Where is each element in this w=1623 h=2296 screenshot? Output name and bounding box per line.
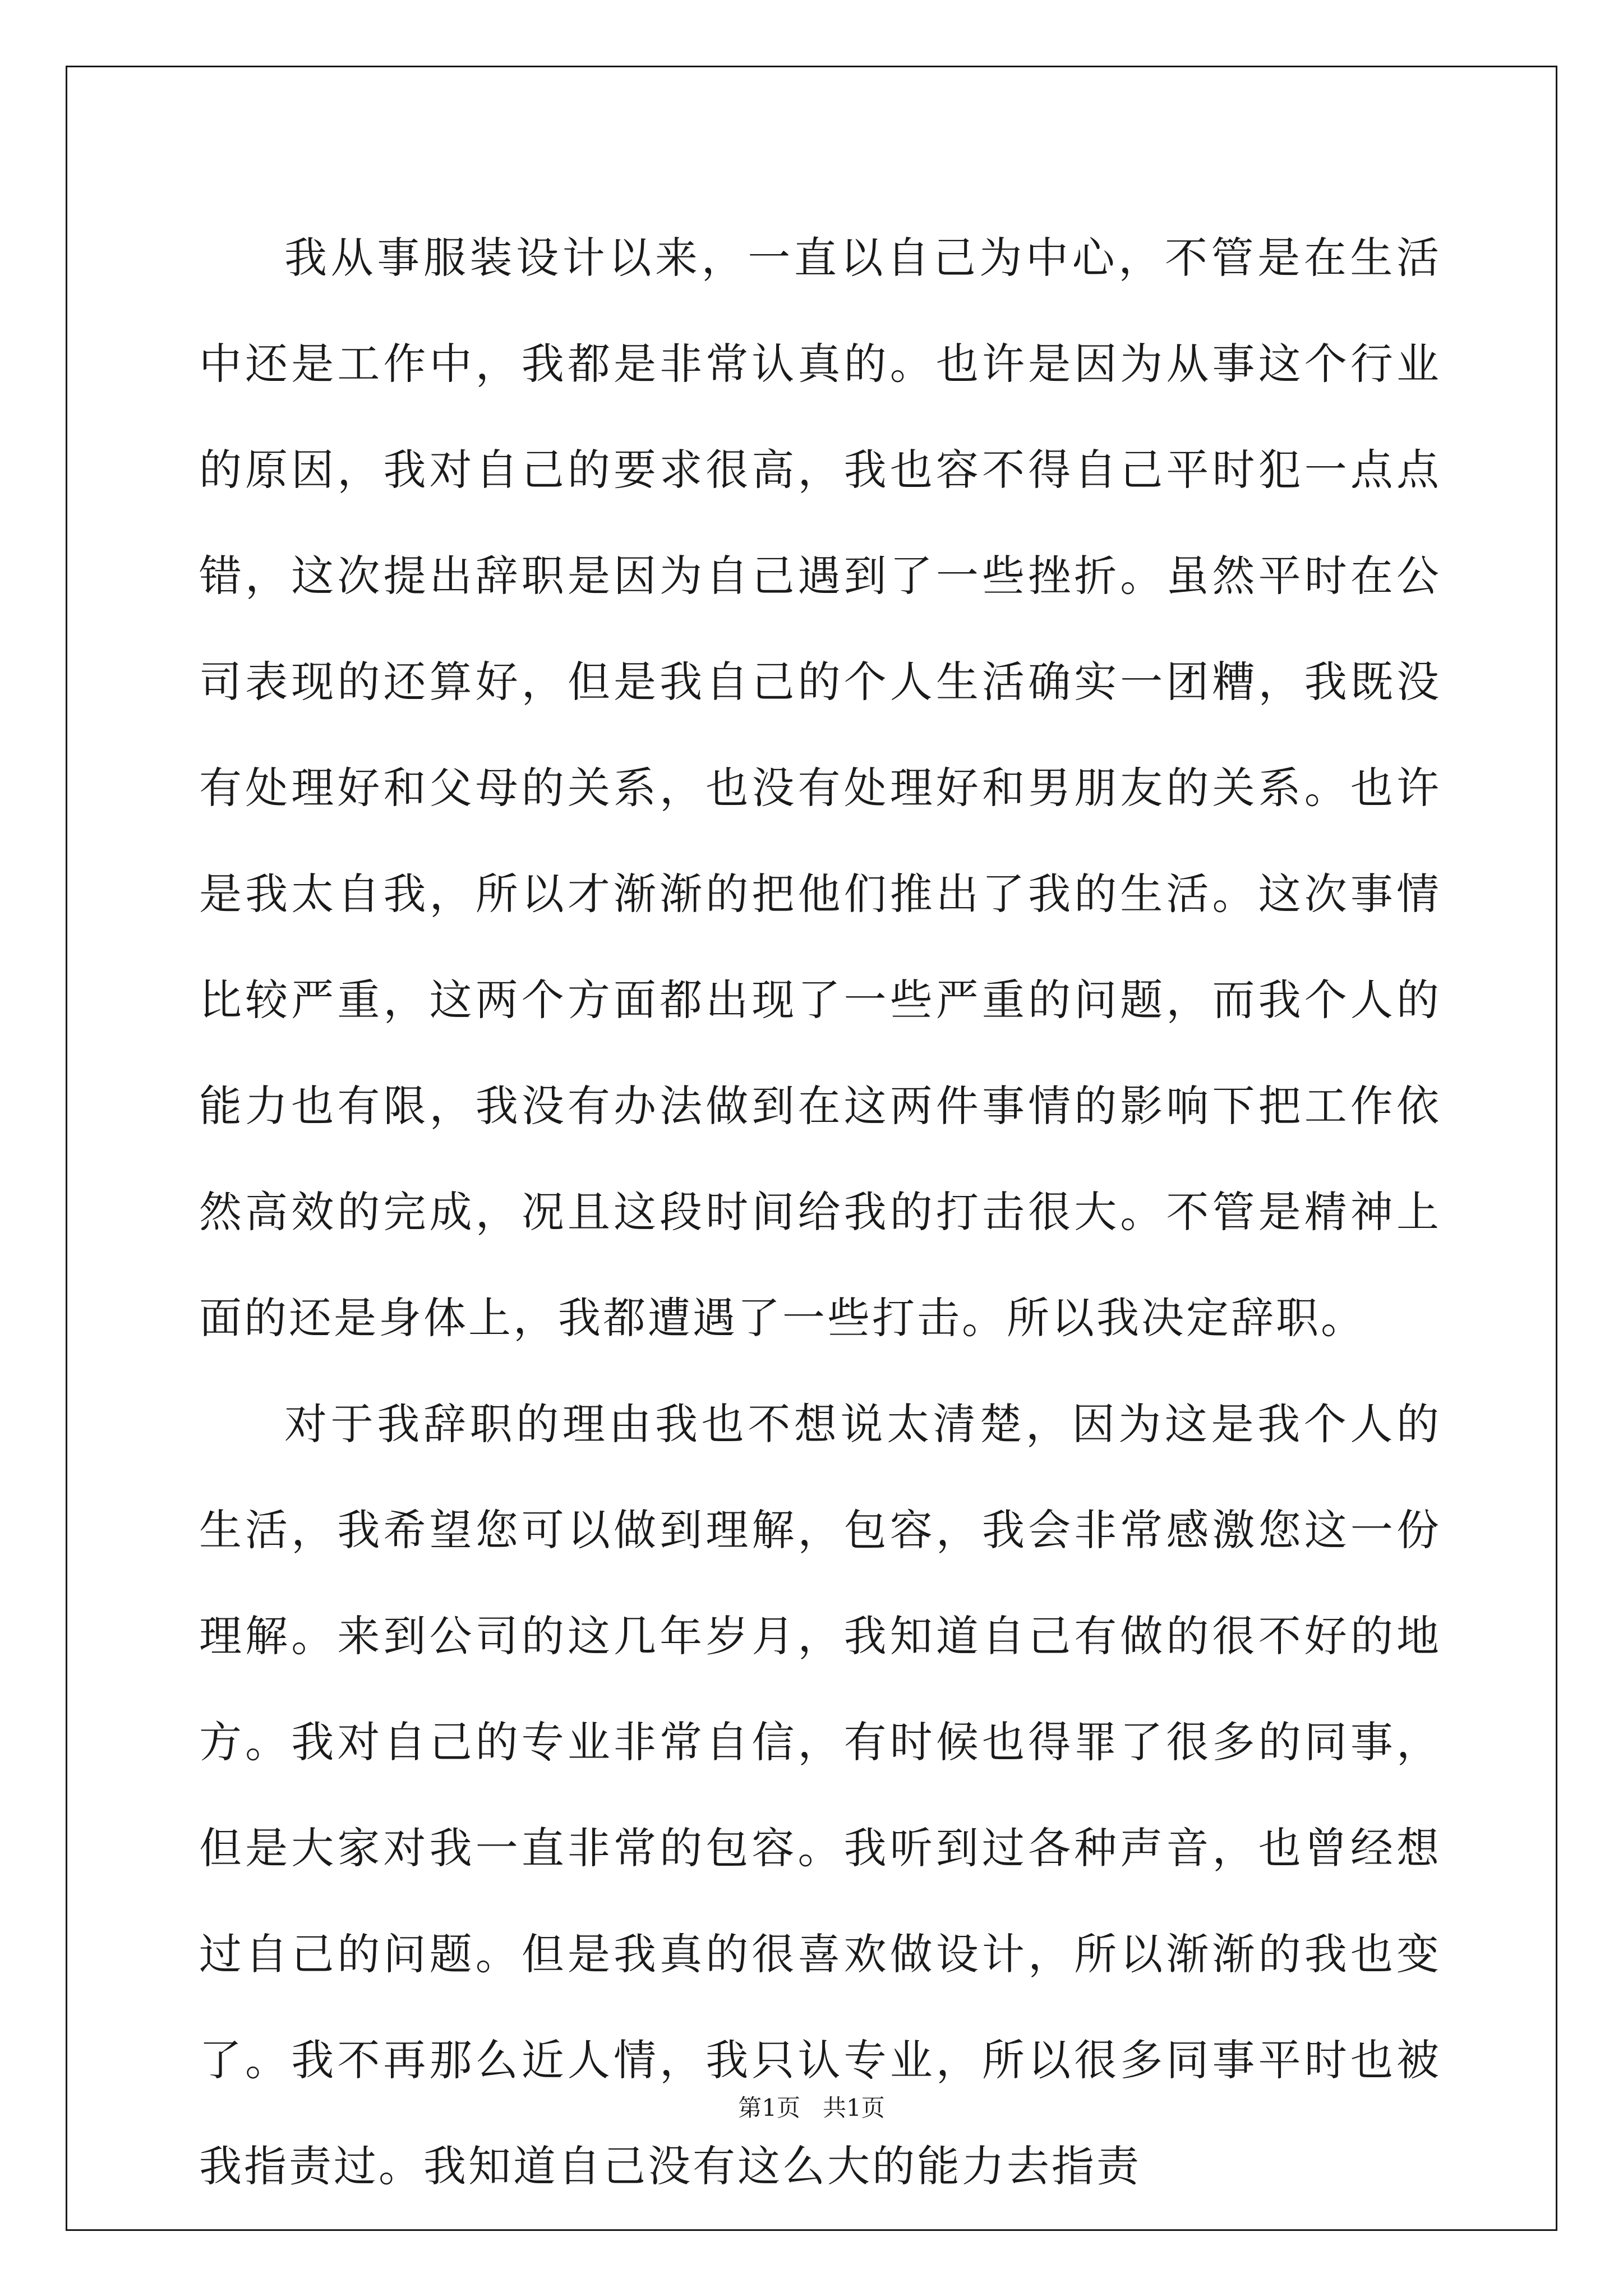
paragraph-1: 我从事服装设计以来，一直以自己为中心，不管是在生活中还是工作中，我都是非常认真的。也许是因为从事这个行业的原因，我对自己的要求很高，我也容不得自己平时犯一点点错，这次提出辞职是因为自己遇到了一些挫折。虽然平时在公司表现的还算好，但是我自己的个人生活确实一团糟，我既没有处理好和父母的关系，也没有处理好和男朋友的关系。也许是我太自我，所以才渐渐的把他们推出了我的生活。这次事情比较严重，这两个方面都出现了一些严重的问题，而我个人的能力也有限，我没有办法做到在这两件事情的影响下把工作依然高效的完成，况且这段时间给我的打击很大。不管是精神上面的还是身体上，我都遭遇了一些打击。所以我决定辞职。: [199, 233, 1441, 1343]
document-body: [199, 205, 1441, 2219]
page-footer: [0, 2090, 1623, 2123]
page-total: 共1页: [823, 2094, 885, 2122]
paragraph-2: 对于我辞职的理由我也不想说太清楚，因为这是我个人的生活，我希望您可以做到理解，包容，我会非常感激您这一份理解。来到公司的这几年岁月，我知道自己有做的很不好的地方。我对自己的专业非常自信，有时候也得罪了很多的同事，但是大家对我一直非常的包容。我听到过各种声音，也曾经想过自己的问题。但是我真的很喜欢做设计，所以渐渐的我也变了。我不再那么近人情，我只认专业，所以很多同事平时也被我指责过。我知道自己没有这么大的能力去指责: [199, 1399, 1441, 2191]
page-number: 第1页: [738, 2094, 800, 2122]
